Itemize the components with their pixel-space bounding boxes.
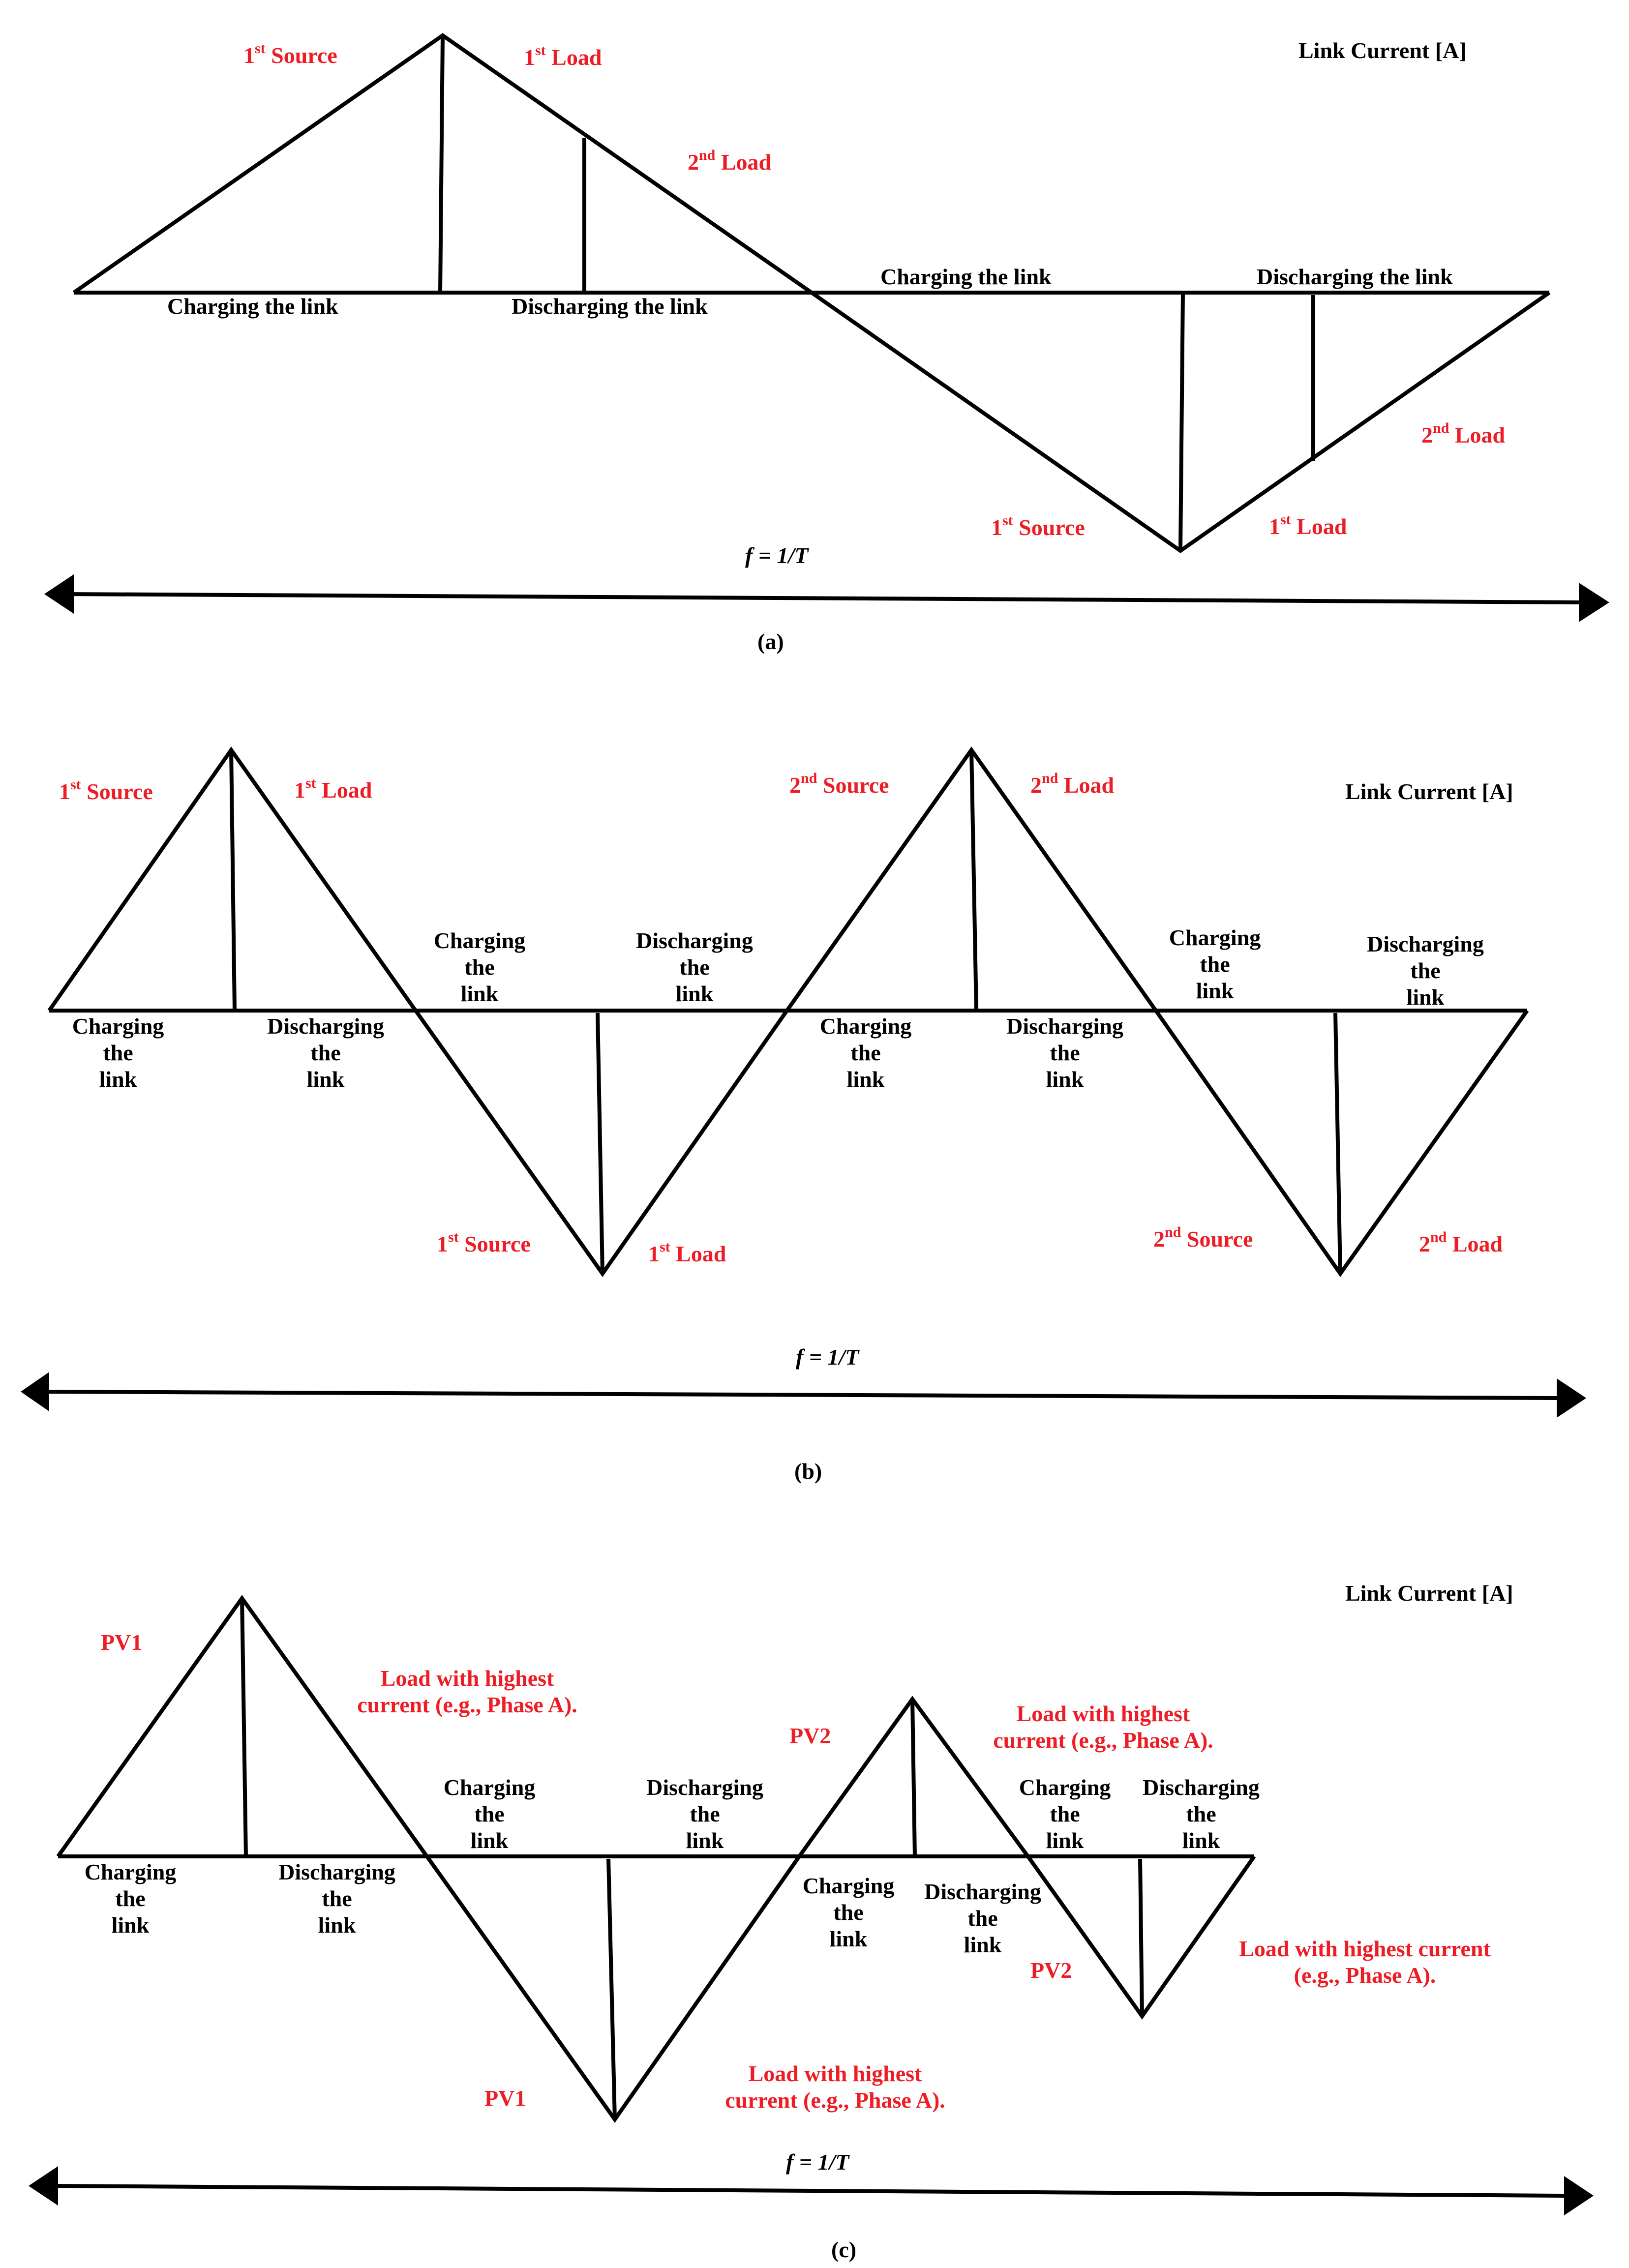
panel-b-2nd-load: 2nd Load — [1030, 770, 1115, 798]
panel-c-charging-4: Charging the link — [1019, 1775, 1111, 1853]
panel-c-load-hi-2: Load with highest current (e.g., Phase A). — [993, 1701, 1213, 1753]
panel-c-div-1 — [242, 1598, 246, 1856]
panel-b-label: (b) — [794, 1459, 822, 1484]
panel-c-pv1: PV1 — [101, 1630, 143, 1655]
panel-c-load-hi-1: Load with highest current (e.g., Phase A). — [357, 1666, 577, 1717]
panel-b — [21, 750, 1586, 1484]
panel-a-discharging-2: Discharging the link — [1257, 264, 1453, 289]
panel-a-arrowhead-left — [44, 574, 74, 614]
panel-c-freq-arrow — [57, 2186, 1564, 2196]
panel-c-load-hi-4: Load with highest current (e.g., Phase A). — [1239, 1936, 1491, 1988]
panel-b-2nd-source-neg: 2nd Source — [1153, 1224, 1253, 1252]
panel-c-pv2-neg: PV2 — [1030, 1958, 1072, 1983]
panel-c-div-2 — [608, 1859, 615, 2119]
panel-b-charging-2: Charging the link — [433, 928, 526, 1006]
panel-a-1st-load-neg: 1st Load — [1269, 511, 1347, 539]
panel-b-1st-source-neg: 1st Source — [437, 1229, 531, 1256]
panel-b-freq: f = 1/T — [796, 1344, 859, 1370]
panel-b-charging-4: Charging the link — [1169, 925, 1261, 1003]
panel-a-1st-source-neg: 1st Source — [991, 512, 1085, 540]
panel-c-charging-2: Charging the link — [443, 1775, 536, 1853]
panel-c-load-hi-3: Load with highest current (e.g., Phase A). — [725, 2061, 945, 2113]
panel-a-charging-1: Charging the link — [167, 294, 338, 319]
panel-b-discharging-2: Discharging the link — [636, 928, 753, 1006]
panel-b-div-4 — [1335, 1013, 1340, 1274]
panel-c-div-3 — [912, 1699, 915, 1856]
panel-b-discharging-4: Discharging the link — [1367, 931, 1484, 1010]
panel-b-div-1 — [231, 750, 235, 1011]
panel-c-arrowhead-right — [1564, 2176, 1594, 2215]
panel-c-label: (c) — [831, 2237, 857, 2262]
panel-c-pv1-neg: PV1 — [484, 2086, 526, 2111]
panel-a-divider-peak — [440, 35, 443, 293]
panel-a-1st-load: 1st Load — [524, 42, 602, 70]
panel-b-div-2 — [598, 1013, 603, 1274]
panel-a-freq-arrow — [64, 594, 1579, 602]
panel-a-freq: f = 1/T — [745, 543, 809, 568]
panel-c-title: Link Current [A] — [1345, 1581, 1513, 1606]
panel-b-1st-load-neg: 1st Load — [648, 1239, 726, 1266]
panel-b-div-3 — [971, 750, 976, 1011]
panel-b-freq-arrow — [47, 1392, 1557, 1398]
panel-a-divider-trough — [1180, 293, 1183, 551]
panel-b-charging-1: Charging the link — [72, 1014, 164, 1092]
panel-c — [29, 1581, 1594, 2262]
panel-b-1st-load: 1st Load — [294, 775, 372, 803]
panel-c-freq: f = 1/T — [786, 2149, 849, 2175]
panel-c-charging-1: Charging the link — [84, 1859, 177, 1938]
panel-a-title: Link Current [A] — [1298, 38, 1467, 63]
panel-a-charging-2: Charging the link — [880, 264, 1052, 289]
panel-a — [44, 35, 1609, 654]
panel-b-2nd-load-neg: 2nd Load — [1419, 1229, 1503, 1256]
panel-b-arrowhead-right — [1557, 1378, 1586, 1418]
panel-b-2nd-source: 2nd Source — [789, 770, 889, 798]
panel-c-discharging-2: Discharging the link — [646, 1775, 763, 1853]
panel-c-waveform — [58, 1598, 1254, 2119]
panel-a-label: (a) — [757, 629, 784, 654]
panel-a-2nd-load-neg: 2nd Load — [1421, 420, 1506, 448]
panel-c-discharging-1: Discharging the link — [278, 1859, 395, 1938]
panel-a-arrowhead-right — [1579, 583, 1609, 622]
panel-b-1st-source: 1st Source — [59, 776, 153, 804]
panel-b-title: Link Current [A] — [1345, 779, 1513, 804]
panel-c-charging-3: Charging the link — [802, 1873, 895, 1951]
panel-b-discharging-3: Discharging the link — [1006, 1014, 1123, 1092]
panel-a-2nd-load: 2nd Load — [688, 147, 772, 175]
panel-c-discharging-3: Discharging the link — [924, 1879, 1041, 1957]
panel-b-arrowhead-left — [21, 1372, 49, 1411]
panel-a-discharging-1: Discharging the link — [512, 294, 708, 319]
panel-b-charging-3: Charging the link — [819, 1014, 912, 1092]
panel-a-1st-source: 1st Source — [243, 40, 337, 68]
panel-b-discharging-1: Discharging the link — [267, 1014, 384, 1092]
panel-c-discharging-4: Discharging the link — [1143, 1775, 1260, 1853]
panel-c-arrowhead-left — [29, 2166, 58, 2206]
panel-c-pv2: PV2 — [789, 1723, 831, 1748]
panel-c-div-4 — [1140, 1859, 1142, 2016]
